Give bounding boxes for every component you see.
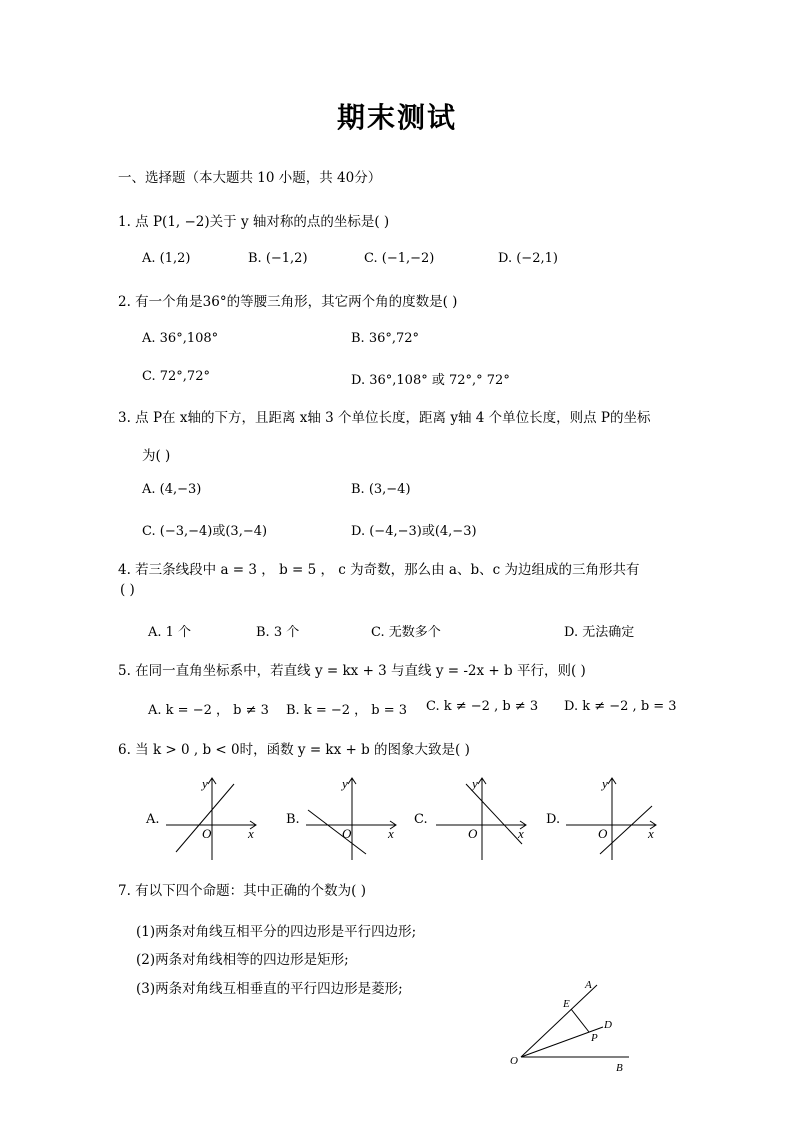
q6-graph-a [164,774,264,864]
q3-option-a: A. (4,−3) [142,482,202,497]
q6-graph-b-x-label: x [388,826,394,841]
question-5: 5. 在同一直角坐标系中，若直线 y = kx + 3 与直线 y = -2x + b 平行，则( ) [118,663,586,679]
q2-option-a: A. 36°,108° [142,331,219,346]
q6-graph-c [434,774,534,864]
q6-graph-a-y-label: y [202,776,208,791]
q7-statement-3: (3)两条对角线互相垂直的平行四边形是菱形; [136,981,403,997]
q6-graph-d-x-label: x [648,826,654,841]
q4-option-c: C. 无数多个 [371,625,441,640]
q6-graph-a-x-label: x [248,826,254,841]
q6-graph-c-label: C. [414,812,428,827]
q6-graph-a-origin-label: O [202,826,212,841]
q6-graph-c-origin-label: O [468,826,478,841]
figure-label-p: P [591,1032,598,1044]
question-1: 1. 点 P(1, −2)关于 y 轴对称的点的坐标是( ) [118,214,390,230]
q1-option-b: B. (−1,2) [248,251,308,266]
figure-label-o: O [510,1055,518,1067]
q6-graph-b [304,774,404,864]
q2-option-c: C. 72°,72° [142,369,210,384]
q5-option-a: A. k = −2 ， b ≠ 3 [148,703,269,718]
q6-graph-d-y-label: y [602,776,608,791]
figure-label-d: D [604,1019,612,1031]
q3-option-c: C. (−3,−4)或(3,−4) [142,524,268,539]
question-3-line-1: 3. 点 P在 x轴的下方，且距离 x轴 3 个单位长度，距离 y轴 4 个单位长度，则点 P的坐标 [118,410,651,426]
q7-statement-2: (2)两条对角线相等的四边形是矩形; [136,952,349,968]
question-3-line-2: 为( ) [142,448,171,464]
q3-option-d: D. (−4,−3)或(4,−3) [351,524,477,539]
q6-graph-c-x-label: x [518,826,524,841]
q1-option-c: C. (−1,−2) [364,251,435,266]
q4-option-b: B. 3 个 [256,625,300,640]
q6-graph-c-y-label: y [472,776,478,791]
question-6: 6. 当 k > 0 , b < 0时，函数 y = kx + b 的图象大致是( ) [118,742,470,758]
q2-option-b: B. 36°,72° [351,331,420,346]
q5-option-b: B. k = −2 ， b = 3 [286,703,408,718]
q1-option-a: A. (1,2) [142,251,191,266]
figure-label-e: E [563,998,570,1010]
q4-option-a: A. 1 个 [148,625,192,640]
q6-graph-b-origin-label: O [342,826,352,841]
q4-option-d: D. 无法确定 [564,625,635,640]
q1-option-d: D. (−2,1) [498,251,558,266]
q5-option-c: C. k ≠ −2 , b ≠ 3 [426,699,539,714]
q7-angle-figure [505,975,645,1075]
q6-graph-b-y-label: y [342,776,348,791]
q2-option-d: D. 36°,108° 或 72°,° 72° [351,373,510,388]
question-4-line-2: ( ) [120,582,135,598]
q7-statement-1: (1)两条对角线互相平分的四边形是平行四边形; [136,924,417,940]
figure-label-a: A [585,979,592,991]
q5-option-d: D. k ≠ −2 , b = 3 [564,699,677,714]
section-heading: 一、选择题（本大题共 10 小题，共 40分） [118,170,382,186]
q3-option-b: B. (3,−4) [351,482,411,497]
page-title: 期末测试 [336,101,457,134]
q6-graph-a-label: A. [146,812,160,827]
question-2: 2. 有一个角是36°的等腰三角形，其它两个角的度数是( ) [118,294,458,310]
q6-graph-d [564,774,664,864]
q6-graph-d-origin-label: O [598,826,608,841]
q6-graph-d-label: D. [546,812,561,827]
q6-graph-b-label: B. [286,812,300,827]
question-4-line-1: 4. 若三条线段中 a = 3 ， b = 5 ， c 为奇数，那么由 a、b、c 为边组成的三角形共有 [118,562,640,578]
figure-label-b: B [616,1062,623,1074]
question-7: 7. 有以下四个命题：其中正确的个数为( ) [118,883,366,899]
